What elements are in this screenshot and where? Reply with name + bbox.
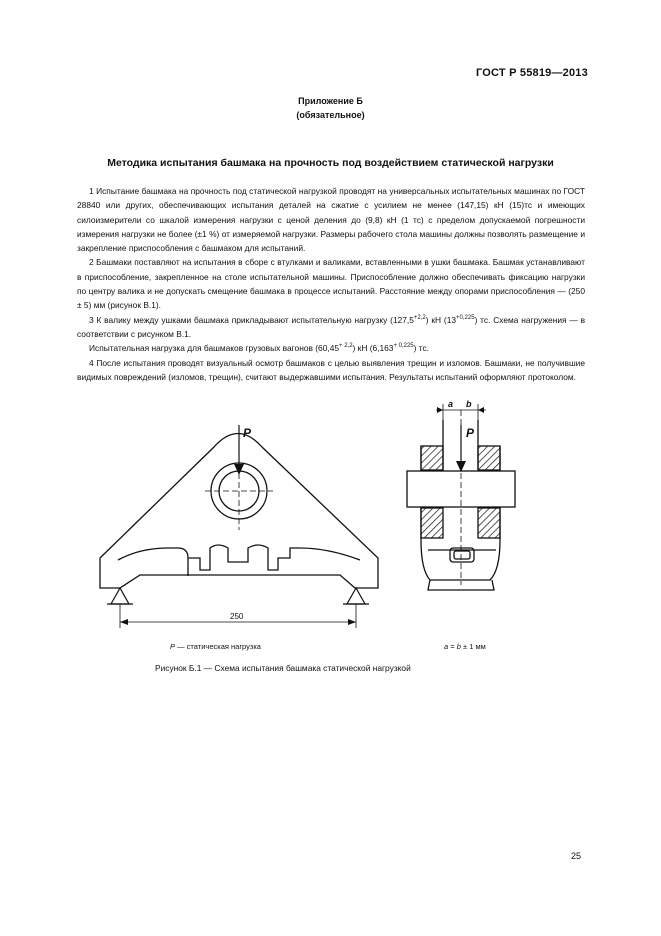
- support-right: [347, 588, 365, 604]
- appendix-title: Приложение Б: [298, 96, 363, 106]
- hatch-block-bottom-right: [478, 508, 500, 538]
- paragraph-2: 2 Башмаки поставляют на испытания в сборе с втулками и валиками, вставленными в ушки башмака. Башмак устанавливают в приспособление, закрепленное на столе испытательной машины. Приспособление должно обеспечивать фиксацию нагрузки по центру валика и не допускать смещение башмака в процессе испытаний. Расстояние между опорами приспособления — (250 ± 5) мм (рисунок В.1).: [77, 257, 585, 311]
- load-label-left: P: [243, 426, 252, 440]
- section-heading: Методика испытания башмака на прочность под воздействием статической нагрузки: [107, 157, 554, 169]
- dim-b-label: b: [466, 399, 472, 409]
- p3-text-b: ) кН (13: [425, 314, 457, 325]
- support-left: [111, 588, 129, 604]
- p3d-sup-2: + 0,225: [393, 343, 414, 350]
- legend-eq: =: [448, 642, 457, 651]
- hatch-block-top-left: [421, 446, 443, 470]
- hatch-block-top-right: [478, 446, 500, 470]
- page-number: 25: [571, 851, 582, 861]
- hatch-block-bottom-left: [421, 508, 443, 538]
- p3-sup-2: +0,225: [456, 314, 475, 321]
- legend-b: b: [456, 642, 461, 651]
- paragraph-1: 1 Испытание башмака на прочность под статической нагрузкой проводят на универсальных испытательных машинах по ГОСТ 28840 или других, обеспечивающих испытания деталей на сжатие с усилием не менее (147,15) кН (15)тс и имеющих силоизмерители со шкалой измерения нагрузки с ценой деления до (9,8) кН (1 тс) с пределом допускаемой погрешности измерения нагрузки не более (±1 %) от измеряемой нагрузки. Размеры рабочего стола машины должны позволять размещение и закрепление приспособления с башмаком для испытаний.: [77, 186, 585, 254]
- shoe-teeth-profile: [118, 545, 360, 576]
- legend-a: a: [444, 642, 449, 651]
- appendix-note: (обязательное): [296, 110, 365, 120]
- p3-sup-1: +2,2: [413, 314, 426, 321]
- p3d-text-b: ) кН (6,163: [352, 343, 394, 354]
- legend-p-symbol: P: [170, 642, 176, 651]
- figure-caption: Рисунок Б.1 — Схема испытания башмака статической нагрузкой: [155, 663, 411, 673]
- p3d-text-a: Испытательная нагрузка для башмаков грузовых вагонов (60,45: [89, 343, 340, 354]
- load-arrow-left: [234, 464, 244, 475]
- legend-static-load: [170, 642, 261, 651]
- dim-a-label: a: [448, 399, 454, 409]
- legend-tol: ± 1 мм: [460, 642, 486, 651]
- paragraph-4: 4 После испытания проводят визуальный осмотр башмаков с целью выявления трещин и изломов. Башмаки, не получившие видимых повреждений (изломов, трещин), считают выдержавшими испытания. Результаты испытаний оформляют протоколом.: [77, 357, 585, 382]
- load-label-right: P: [466, 426, 475, 440]
- dimension-label: 250: [230, 612, 244, 621]
- p3-text-c: ) тс. Схема нагружения — в соответствии с рисунком В.1.: [77, 314, 586, 339]
- legend-p-text: — статическая нагрузка: [175, 642, 261, 651]
- p3-text-a: 3 К валику между ушками башмака прикладывают испытательную нагрузку (127,5: [89, 314, 414, 325]
- p3d-text-c: ) тс.: [413, 343, 430, 354]
- legend-tolerance: [444, 642, 486, 651]
- standard-number: ГОСТ Р 55819—2013: [476, 67, 588, 79]
- p3d-sup-1: + 2,2: [339, 343, 353, 350]
